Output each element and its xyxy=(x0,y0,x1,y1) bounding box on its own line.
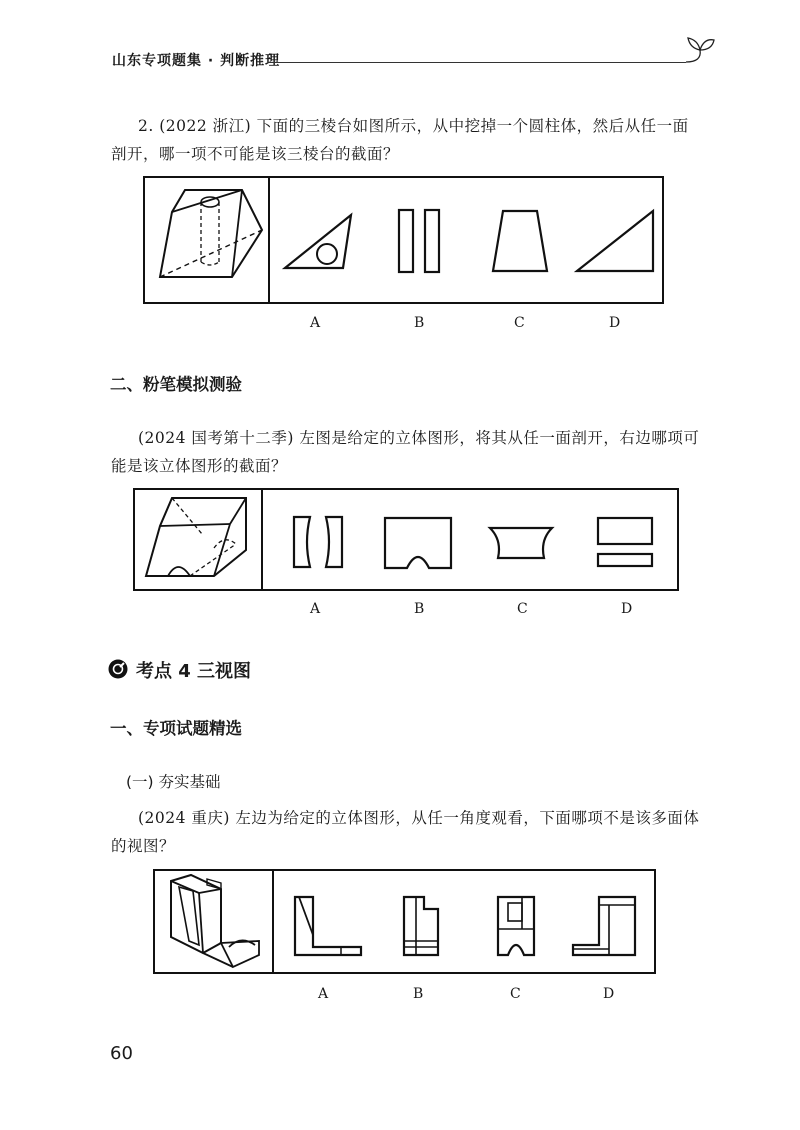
q1-figure-divider xyxy=(268,176,270,304)
section3-title: 一、专项试题精选 xyxy=(110,719,242,738)
q3-option-d-shape xyxy=(569,895,639,957)
section3-subtitle: (一) 夯实基础 xyxy=(126,773,221,791)
q2-option-b-label: B xyxy=(414,601,425,617)
q2-option-b-shape xyxy=(383,516,453,570)
kaodian-title: 考点 4 三视图 xyxy=(136,661,252,682)
q1-text-line1: 2. (2022 浙江) 下面的三棱台如图所示，从中挖掉一个圆柱体，然后从任一面 xyxy=(138,117,689,135)
q3-text-line2: 的视图？ xyxy=(111,837,176,855)
q1-option-c-shape xyxy=(489,209,551,273)
q1-option-a-label: A xyxy=(310,315,321,331)
q3-option-b-shape xyxy=(402,895,440,957)
q2-option-c-shape xyxy=(488,522,554,562)
q2-option-a-label: A xyxy=(310,601,321,617)
page-number: 60 xyxy=(110,1043,133,1064)
q3-option-c-shape xyxy=(496,895,536,957)
q1-given-solid xyxy=(150,182,265,297)
q3-option-b-label: B xyxy=(413,986,424,1002)
q3-option-d-label: D xyxy=(603,986,615,1002)
q2-figure-divider xyxy=(261,488,263,591)
q1-option-b-label: B xyxy=(414,315,425,331)
q3-figure-divider xyxy=(272,869,274,974)
running-header: 山东专项题集 · 判断推理 xyxy=(112,53,281,69)
q2-option-d-shape xyxy=(596,516,654,570)
q2-text-line1: (2024 国考第十二季) 左图是给定的立体图形，将其从任一面剖开，右边哪项可 xyxy=(138,429,700,447)
q3-text-line1: (2024 重庆) 左边为给定的立体图形，从任一角度观看，下面哪项不是该多面体 xyxy=(138,809,700,827)
q1-option-a-shape xyxy=(283,213,353,273)
q3-option-c-label: C xyxy=(510,986,521,1002)
q1-text-line2: 剖开，哪一项不可能是该三棱台的截面？ xyxy=(111,145,400,163)
q1-option-d-shape xyxy=(575,209,655,273)
header-rule xyxy=(268,62,686,63)
section2-title: 二、粉笔模拟测验 xyxy=(110,375,242,394)
q2-option-c-label: C xyxy=(517,601,528,617)
q3-given-solid xyxy=(163,873,265,971)
compass-icon xyxy=(108,659,128,679)
q3-option-a-shape xyxy=(293,895,365,957)
q2-given-solid xyxy=(142,494,257,586)
q1-option-c-label: C xyxy=(514,315,525,331)
sprout-icon xyxy=(684,34,716,64)
q2-option-a-shape xyxy=(290,514,346,570)
q2-option-d-label: D xyxy=(621,601,633,617)
q1-option-d-label: D xyxy=(609,315,621,331)
q2-text-line2: 能是该立体图形的截面？ xyxy=(111,457,288,475)
q1-option-b-shape xyxy=(397,208,442,274)
q3-option-a-label: A xyxy=(318,986,329,1002)
